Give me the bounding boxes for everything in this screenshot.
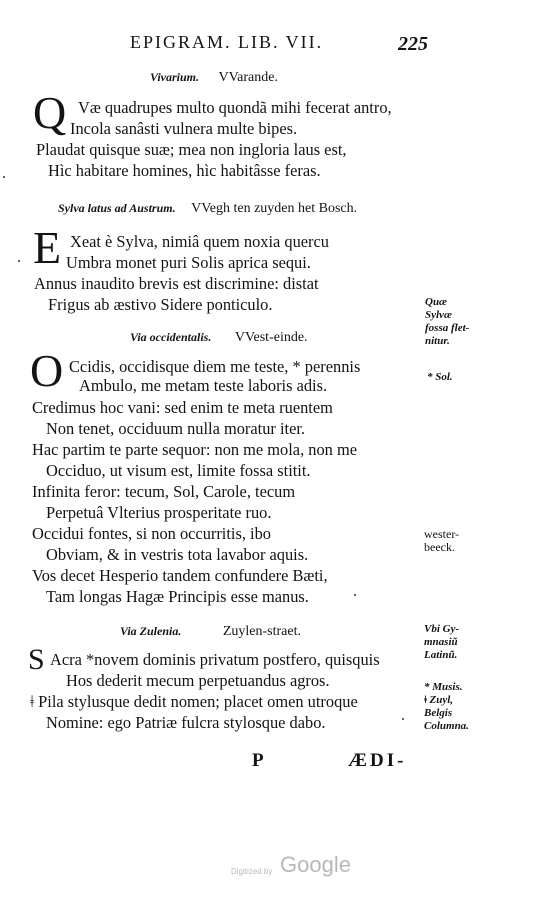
section1-drop-cap: Q (33, 87, 67, 138)
section4-line-2: Hos dederit mecum perpetuandus agros. (66, 671, 330, 690)
margin-note-westerbeeck (424, 528, 459, 554)
margin-note-line: * Musis. (424, 681, 463, 693)
margin-note-line: fossa flet- (425, 322, 470, 334)
margin-note-line: wester- (424, 527, 460, 541)
section3-line-10: Obviam, & in vestris tota lavabor aquis. (46, 545, 309, 564)
section1-title-latin: Vivarium. (150, 70, 200, 84)
section3-line-4: Non tenet, occiduum nulla moratur iter. (46, 419, 305, 438)
section3-line-2: Ambulo, me metam teste laboris adis. (79, 376, 328, 395)
margin-note-line: Belgis (424, 707, 453, 719)
margin-note-line: Quæ (425, 296, 448, 308)
running-header: EPIGRAM. LIB. VII. (130, 32, 324, 52)
margin-note-musis (424, 681, 469, 733)
scan-speck (354, 594, 356, 596)
margin-note-gymnasium (424, 623, 459, 662)
scan-speck (3, 176, 5, 178)
section4-line-4: Nomine: ego Patriæ fulcra stylosque dabo. (46, 713, 326, 732)
section3-line-7: Infinita feror: tecum, Sol, Carole, tecum (32, 482, 296, 501)
section3-line-8: Perpetuâ Vlterius prosperitate ruo. (46, 503, 272, 522)
margin-note-line: ǂ Zuyl, (424, 694, 454, 706)
section1-line-3: Plaudat quisque suæ; mea non ingloria laus est, (36, 140, 347, 159)
section3-line-9: Occidui fontes, si non occurritis, ibo (32, 524, 271, 543)
section3-title-dutch: VVest-einde. (234, 330, 308, 345)
section3-line-3: Credimus hoc vani: sed enim te meta ruentem (32, 398, 333, 417)
section2-line-3: Annus inaudito brevis est discrimine: distat (34, 274, 319, 293)
margin-note-line: Sylvæ (425, 309, 452, 321)
section3-line-5: Hac partim te parte sequor: non me mola, non me (32, 440, 357, 459)
margin-note-line: mnasiũ (424, 636, 458, 648)
section3-title-latin: Via occidentalis. (130, 330, 212, 344)
section2-drop-cap: E (33, 222, 62, 273)
google-logo: Google (280, 852, 351, 877)
section4-title-latin: Via Zulenia. (120, 624, 182, 638)
section3-line-12: Tam longas Hagæ Principis esse manus. (46, 587, 309, 606)
section1-line-4: Hìc habitare homines, hìc habitâsse feras. (48, 161, 321, 180)
signature-mark: P (252, 750, 264, 771)
section2-line-1: Xeat è Sylva, nimiâ quem noxia quercu (70, 232, 329, 251)
section2-line-2: Umbra monet puri Solis aprica sequi. (66, 253, 311, 272)
section3-drop-cap: O (30, 345, 64, 396)
section2-title (58, 201, 357, 217)
margin-note-line: Columna. (424, 720, 469, 732)
section2-title-latin: Sylva latus ad Austrum. (58, 201, 176, 215)
margin-note-line: beeck. (424, 540, 455, 554)
section2-line-4: Frigus ab æstivo Sidere ponticulo. (48, 295, 273, 314)
section2-title-dutch: VVegh ten zuyden het Bosch. (191, 201, 358, 216)
section4-title (120, 624, 301, 640)
section3-line-1: Ccidis, occidisque diem me teste, * perennis (69, 357, 361, 376)
margin-note-line: Vbi Gy- (424, 623, 460, 635)
margin-note-sylva (425, 296, 469, 348)
section3-line-11: Vos decet Hesperio tandem confundere Bæti, (32, 566, 328, 585)
section4-title-dutch: Zuylen-straet. (222, 624, 301, 639)
catchword: ÆDI- (348, 750, 407, 771)
section3-title (130, 330, 308, 346)
section1-title (150, 70, 278, 86)
margin-note-line: Latinũ. (424, 649, 458, 661)
section1-line-1: Væ quadrupes multo quondã mihi fecerat antro, (78, 98, 392, 117)
section3-line-6: Occiduo, ut visum est, limite fossa stitit. (46, 461, 311, 480)
digitized-by-label: Digitized by (231, 867, 273, 876)
scan-speck (18, 260, 20, 262)
section4-line-3: ǂ Pila stylusque dedit nomen; placet omen utroque (30, 692, 358, 711)
section4-drop-cap: S (28, 643, 45, 676)
margin-note-sol: * Sol. (427, 371, 453, 383)
section1-title-dutch: VVarande. (218, 70, 278, 85)
page-number: 225 (398, 33, 428, 55)
scan-speck (402, 718, 404, 720)
section4-line-1: Acra *novem dominis privatum postfero, quisquis (50, 650, 380, 669)
margin-note-line: nitur. (425, 335, 450, 347)
section1-line-2: Incola sanâsti vulnera multe bipes. (70, 119, 298, 138)
